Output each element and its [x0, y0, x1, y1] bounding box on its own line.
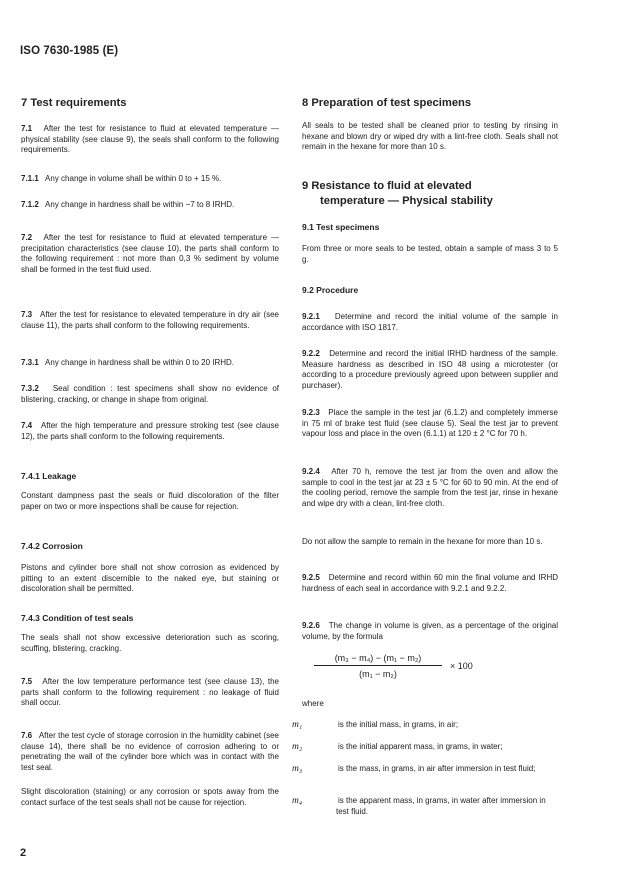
clause-number: 9.2.1 [302, 312, 320, 321]
clause-9-1-text: From three or more seals to be tested, obtain a sample of mass 3 to 5 g. [302, 244, 558, 264]
page-header: ISO 7630-1985 (E) [20, 45, 119, 57]
clause-9-2-1 [302, 312, 558, 333]
clause-text: Determine and record the initial IRHD hardness of the sample. Measure hardness as described in ISO 48 using a microtester (or according to a procedure previously agreed upon between supplier and purchaser). [302, 349, 558, 390]
definition-text: is the mass, in grams, in air after immersion in test fluid; [338, 764, 536, 773]
clause-text: Any change in hardness shall be within −7 to 8 IRHD. [45, 200, 235, 209]
clause-7-6-continued: Slight discoloration (staining) or any corrosion or spots away from the contact surface of the test seals shall not be cause for rejection. [21, 787, 279, 807]
clause-9-2-2 [302, 349, 558, 391]
clause-7-4-3-text: The seals shall not show excessive deterioration such as scoring, scuffing, blistering, cracking. [21, 633, 279, 653]
definition-m3 [292, 764, 558, 775]
clause-7-3-1 [21, 358, 279, 369]
clause-number: 7.4 [21, 421, 33, 430]
formula-denominator: (m₁ − m₂) [359, 669, 397, 679]
section-8-title: 8 Preparation of test specimens [302, 97, 472, 109]
section-9-title-line-1: 9 Resistance to fluid at elevated [302, 180, 472, 192]
definition-text: is the apparent mass, in grams, in water after immersion in test fluid. [336, 796, 546, 816]
symbol: m₄ [292, 796, 303, 806]
clause-7-2 [21, 233, 279, 275]
symbol: m₂ [292, 742, 303, 752]
section-9-title-line-2: temperature — Physical stability [320, 195, 493, 207]
clause-number: 9.2.4 [302, 467, 320, 476]
section-7-title: 7 Test requirements [21, 97, 127, 109]
clause-number: 7.3 [21, 310, 33, 319]
symbol: m₁ [292, 720, 303, 730]
page-number: 2 [20, 847, 27, 859]
definition-text: is the initial mass, in grams, in air; [338, 720, 459, 729]
clause-number: 7.1.2 [21, 200, 39, 209]
clause-text: After 70 h, remove the test jar from the oven and allow the sample to cool in the test jar at 23 ± 5 °C for 60 to 90 min. At the end of the cooling period, remove the sample from the test jar, rinse in hexane and wipe dry with a clean, lint-free cloth. [302, 467, 558, 508]
clause-7-1-1 [21, 174, 279, 185]
clause-7-1-2 [21, 200, 279, 211]
clause-9-2-6 [302, 621, 558, 642]
clause-text: Any change in volume shall be within 0 to + 15 %. [45, 174, 222, 183]
symbol: m₃ [292, 764, 303, 774]
clause-number: 7.1.1 [21, 174, 39, 183]
section-8-text: All seals to be tested shall be cleaned prior to testing by rinsing in hexane and blown dry or wiped dry with a lint-free cloth. Seals shall not remain in the hexane for more than 10 s. [302, 121, 558, 151]
volume-change-formula [314, 652, 504, 684]
clause-text: Place the sample in the test jar (6.1.2) and completely immerse in 75 ml of brake test fluid (see clause 5). Seal the test jar to prevent vapour loss and place in the oven (6.1.1) at 120 ± 2 °C for 70 h. [302, 408, 559, 438]
clause-7-3-2 [21, 384, 279, 405]
clause-number: 9.2.3 [302, 408, 320, 417]
clause-number: 7.2 [21, 233, 33, 242]
formula-multiplier: × 100 [450, 661, 473, 671]
clause-number: 7.5 [21, 677, 33, 686]
clause-number: 9.2.2 [302, 349, 320, 358]
clause-number: 9.2.6 [302, 621, 320, 630]
clause-7-4-1-text: Constant dampness past the seals or fluid discoloration of the filter paper on two or more inspections shall be cause for rejection. [21, 491, 279, 511]
clause-7-6 [21, 731, 279, 773]
clause-text: After the high temperature and pressure stroking test (see clause 12), the parts shall conform to the following requirements. [21, 421, 280, 441]
clause-text: After the test for resistance to elevated temperature in dry air (see clause 11), the parts shall conform to the following requirements. [21, 310, 280, 330]
clause-9-2-4 [302, 467, 558, 509]
definition-m2 [292, 742, 558, 753]
clause-text: After the test cycle of storage corrosion in the humidity cabinet (see clause 14), there shall be no evidence of corrosion adhering to or penetrating the wall of the cylinder bore which was in contact with the test seal. [21, 731, 279, 772]
clause-text: Any change in hardness shall be within 0 to 20 IRHD. [45, 358, 235, 367]
clause-number: 7.3.2 [21, 384, 39, 393]
clause-text: Seal condition : test specimens shall show no evidence of blistering, cracking, or change in shape from original. [21, 384, 280, 404]
clause-7-4-2-heading: 7.4.2 Corrosion [21, 541, 83, 551]
where-label: where [302, 699, 324, 708]
definition-m1 [292, 720, 558, 731]
clause-text: After the test for resistance to fluid at elevated temperature — precipitation characteristics (see clause 10), the parts shall conform to the following requirement : not more than 0,3 % sediment by volume shall be formed in the test fluid used. [21, 233, 279, 274]
clause-7-4-1-heading: 7.4.1 Leakage [21, 471, 77, 481]
clause-number: 7.3.1 [21, 358, 39, 367]
clause-text: The change in volume is given, as a percentage of the original volume, by the formula [302, 621, 558, 641]
clause-number: 7.1 [21, 124, 33, 133]
fraction-bar [314, 665, 442, 666]
clause-text: Determine and record within 60 min the final volume and IRHD hardness of each seal in accordance with 9.2.1 and 9.2.2. [302, 573, 559, 593]
definition-m4 [292, 796, 558, 817]
clause-7-1 [21, 124, 279, 156]
clause-9-2-3 [302, 408, 558, 440]
clause-7-4-2-text: Pistons and cylinder bore shall not show corrosion as evidenced by pitting to an extent discernible to the naked eye, but staining or discoloration shall be permitted. [21, 563, 279, 593]
clause-7-5 [21, 677, 279, 709]
formula-numerator: (m₃ − m₄) − (m₁ − m₂) [334, 653, 422, 663]
clause-text: After the low temperature performance test (see clause 13), the parts shall conform to the following requirement : no leakage of fluid shall occur. [21, 677, 279, 707]
clause-number: 7.6 [21, 731, 33, 740]
clause-text: After the test for resistance to fluid at elevated temperature — physical stability (see clause 9), the seals shall conform to the following requirements. [21, 124, 279, 154]
definition-text: is the initial apparent mass, in grams, in water; [338, 742, 503, 751]
clause-text: Determine and record the initial volume of the sample in accordance with ISO 1817. [302, 312, 558, 332]
clause-number: 9.2.5 [302, 573, 320, 582]
clause-7-3 [21, 310, 279, 331]
clause-9-2-4-continued: Do not allow the sample to remain in the hexane for more than 10 s. [302, 537, 543, 546]
clause-9-1-heading: 9.1 Test specimens [302, 222, 380, 232]
clause-9-2-heading: 9.2 Procedure [302, 285, 359, 295]
clause-7-4 [21, 421, 279, 442]
clause-9-2-5 [302, 573, 558, 594]
clause-7-4-3-heading: 7.4.3 Condition of test seals [21, 613, 134, 623]
